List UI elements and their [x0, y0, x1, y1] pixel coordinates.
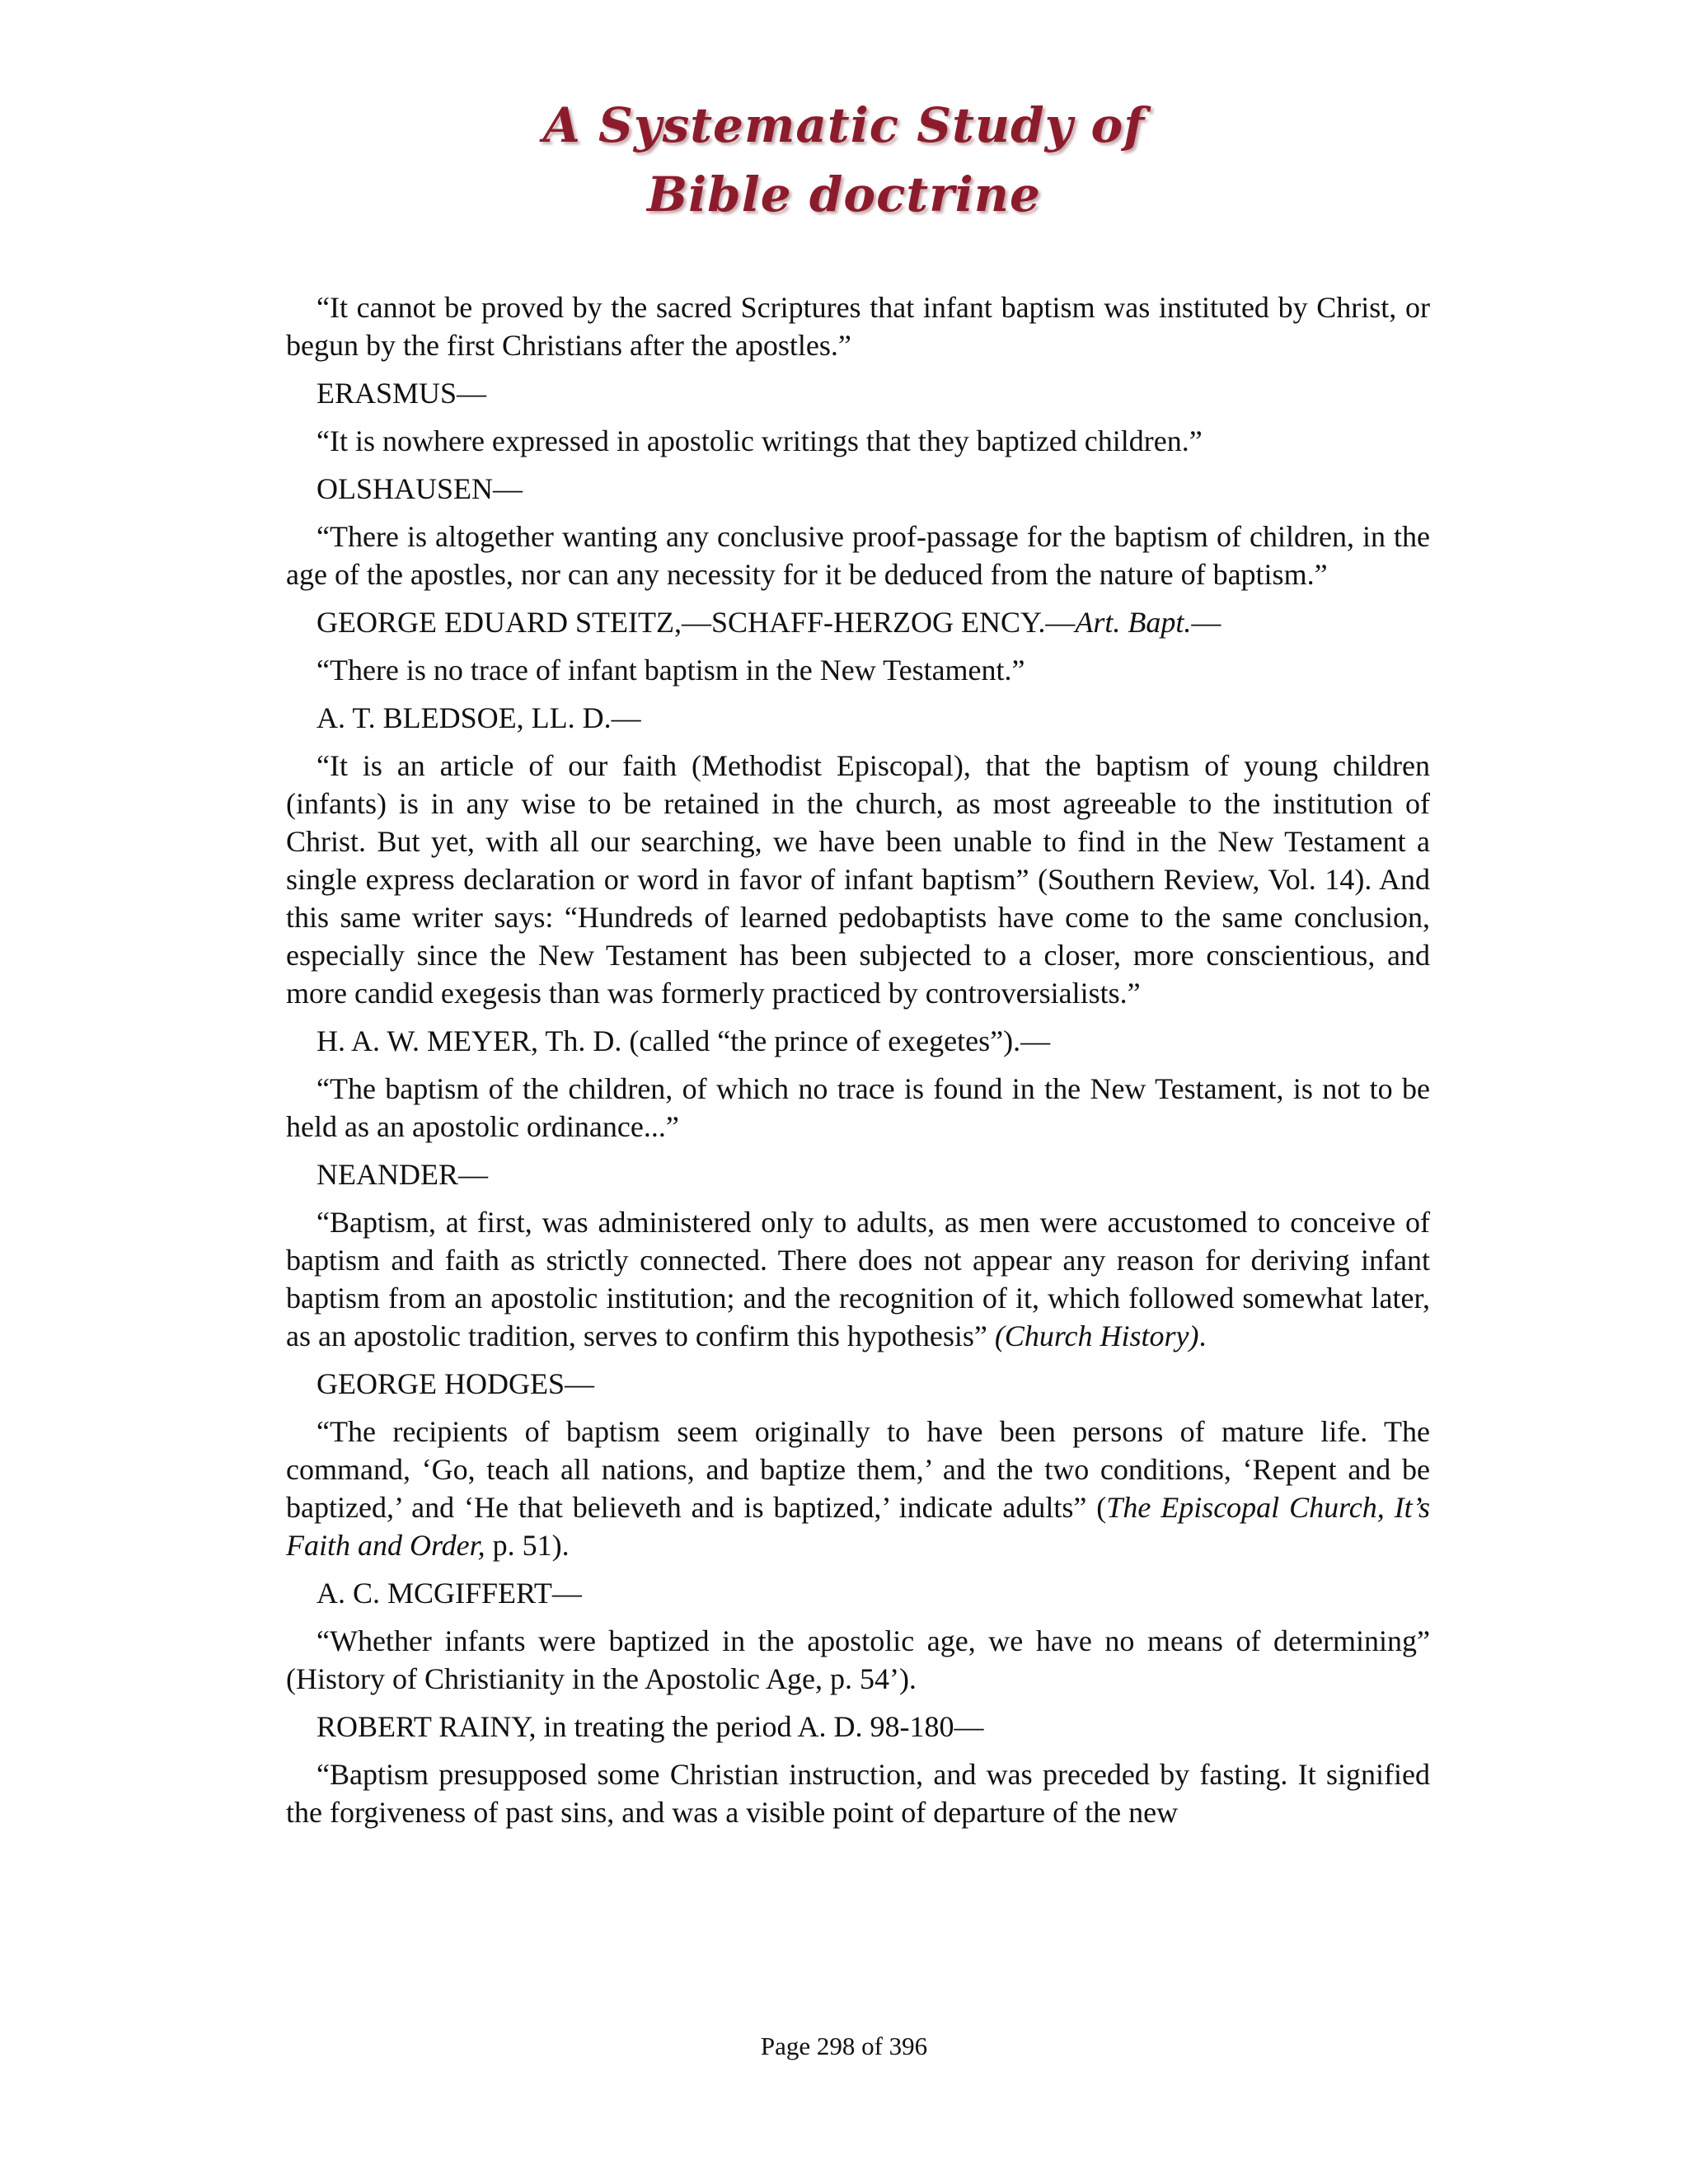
page-number: Page 298 of 396 — [760, 2032, 928, 2060]
attribution-line: OLSHAUSEN— — [316, 472, 523, 505]
quote-paragraph: “The recipients of baptism seem originally to have been persons of mature life. The command, ‘Go, teach all nations, and baptize them,’ and the two conditions, ‘Repent and be baptized,’ and ‘He that believeth and is baptized,’ indicate adults” (The Episcopal Church, It’s Faith and Order, p. 51). — [286, 1415, 1430, 1562]
document-body — [286, 288, 1430, 1841]
quote-paragraph: “Baptism, at first, was administered only to adults, as men were accustomed to conceive of baptism and faith as strictly connected. There does not appear any reason for deriving infant baptism from an apostolic institution; and the recognition of it, which followed somewhat later, as an apostolic tradition, serves to confirm this hypothesis” (Church History). — [286, 1206, 1430, 1352]
quote-paragraph: “Baptism presupposed some Christian instruction, and was preceded by fasting. It signified the forgiveness of past sins, and was a visible point of departure of the new — [286, 1758, 1430, 1829]
attribution-line: ROBERT RAINY, in treating the period A. D. 98-180— — [316, 1710, 984, 1743]
header-title-line-2: Bible doctrine — [647, 166, 1041, 223]
page-header — [0, 91, 1688, 229]
attribution-line: A. T. BLEDSOE, LL. D.— — [316, 701, 641, 734]
attribution-line: NEANDER— — [316, 1158, 488, 1191]
quote-paragraph: “There is no trace of infant baptism in the New Testament.” — [316, 654, 1025, 687]
attribution-line: H. A. W. MEYER, Th. D. (called “the prince of exegetes”).— — [316, 1024, 1051, 1057]
quote-paragraph: “The baptism of the children, of which no trace is found in the New Testament, is not to be held as an apostolic ordinance...” — [286, 1072, 1430, 1143]
quote-paragraph: “Whether infants were baptized in the apostolic age, we have no means of determining” (History of Christianity in the Apostolic Age, p. 54’). — [286, 1624, 1430, 1695]
header-title-line-1: A Systematic Study of — [542, 97, 1146, 153]
quote-paragraph: “It is an article of our faith (Methodist Episcopal), that the baptism of young children (infants) is in any wise to be retained in the church, as most agreeable to the institution of Christ. But yet, with all our searching, we have been unable to find in the New Testament a single express declaration or word in favor of infant baptism” (Southern Review, Vol. 14). And this same writer says: “Hundreds of learned pedobaptists have come to the same conclusion, especially since the New Testament has been subjected to a closer, more conscientious, and more candid exegesis than was formerly practiced by controversialists.” — [286, 749, 1430, 1010]
quote-paragraph: “It is nowhere expressed in apostolic writings that they baptized children.” — [316, 424, 1203, 457]
quote-paragraph: “It cannot be proved by the sacred Scriptures that infant baptism was instituted by Christ, or begun by the first Christians after the apostles.” — [286, 291, 1430, 362]
attribution-line: GEORGE HODGES— — [316, 1367, 594, 1400]
attribution-line: GEORGE EDUARD STEITZ,—SCHAFF-HERZOG ENCY.—Art. Bapt.— — [316, 606, 1221, 639]
quote-paragraph: “There is altogether wanting any conclusive proof-passage for the baptism of children, in the age of the apostles, nor can any necessity for it be deduced from the nature of baptism.” — [286, 520, 1430, 591]
attribution-line: ERASMUS— — [316, 377, 487, 410]
attribution-line: A. C. MCGIFFERT— — [316, 1577, 582, 1610]
